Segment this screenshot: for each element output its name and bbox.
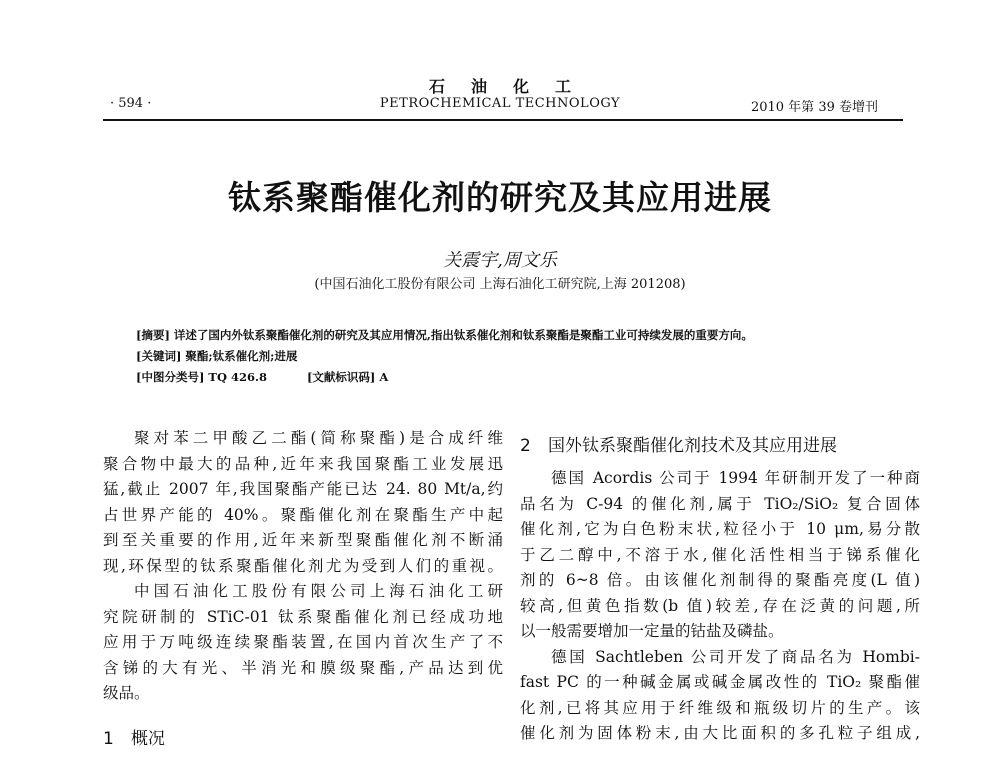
page-number: · 594 · bbox=[110, 96, 152, 111]
text-line: 催化剂为固体粉末,由大比面积的多孔粒子组成, bbox=[520, 724, 920, 742]
text-line: 以一般需要增加一定量的钴盐及磷盐。 bbox=[520, 622, 784, 640]
text-line: 猛,截止 2007 年,我国聚酯产能已达 24. 80 Mt/a,约 bbox=[103, 480, 503, 498]
article-affiliation: (中国石油化工股份有限公司 上海石油化工研究院,上海 201208) bbox=[314, 277, 686, 292]
text-line: 于乙二醇中,不溶于水,催化活性相当于锑系催化 bbox=[520, 545, 920, 564]
keywords: [关键词] 聚酯;钛系催化剂;进展 bbox=[136, 349, 298, 363]
article-title: 钛系聚酯催化剂的研究及其应用进展 bbox=[228, 178, 772, 217]
journal-name-english: PETROCHEMICAL TECHNOLOGY bbox=[379, 96, 621, 111]
section-title: 概况 bbox=[131, 728, 165, 749]
left-column bbox=[103, 426, 503, 759]
text-line: 聚对苯二甲酸乙二酯(简称聚酯)是合成纤维 bbox=[134, 429, 503, 447]
section-number: 2 bbox=[520, 436, 531, 456]
text-line: 含锑的大有光、半消光和膜级聚酯,产品达到优 bbox=[103, 658, 503, 677]
text-line: 催化剂,它为白色粉末状,粒径小于 10 μm,易分散 bbox=[520, 520, 920, 538]
text-line: 中国石油化工股份有限公司上海石油化工研 bbox=[134, 582, 503, 600]
intro-paragraph-2 bbox=[103, 579, 503, 707]
article-authors: 关震宇,周文乐 bbox=[443, 250, 557, 271]
text-line: 较高,但黄色指数(b 值)较差,存在泛黄的问题,所 bbox=[520, 596, 920, 615]
text-line: 聚合物中最大的品种,近年来我国聚酯工业发展迅 bbox=[103, 454, 503, 473]
document-code: [文献标识码] A bbox=[306, 370, 389, 384]
right-column bbox=[520, 426, 920, 747]
classification-line bbox=[136, 369, 388, 385]
section2-paragraph-2 bbox=[520, 645, 920, 747]
classification-number: [中图分类号] TQ 426.8 bbox=[136, 370, 267, 384]
section-heading-1 bbox=[103, 719, 503, 759]
issue-info: 2010 年第 39 卷增刊 bbox=[750, 100, 878, 115]
text-line: fast PC 的一种碱金属或碱金属改性的 TiO₂ 聚酯催 bbox=[520, 673, 920, 691]
text-line: 占世界产能的 40%。聚酯催化剂在聚酯生产中起 bbox=[103, 505, 503, 524]
section-title: 国外钛系聚酯催化剂技术及其应用进展 bbox=[548, 436, 837, 456]
header-rule bbox=[103, 119, 903, 121]
text-line: 到至关重要的作用,近年来新型聚酯催化剂不断涌 bbox=[103, 531, 503, 549]
text-line: 剂的 6~8 倍。由该催化剂制得的聚酯亮度(L 值) bbox=[520, 571, 920, 589]
text-line: 究院研制的 STiC-01 钛系聚酯催化剂已经成功地 bbox=[103, 607, 503, 626]
text-line: 应用于万吨级连续聚酯装置,在国内首次生产了不 bbox=[103, 633, 503, 651]
text-line: 现,环保型的钛系聚酯催化剂尤为受到人们的重视。 bbox=[103, 556, 503, 575]
text-line: 德国 Sachtleben 公司开发了商品名为 Hombi- bbox=[551, 647, 920, 666]
text-line: 化剂,已将其应用于纤维级和瓶级切片的生产。该 bbox=[520, 698, 920, 717]
text-line: 级品。 bbox=[103, 684, 150, 702]
intro-paragraph-1 bbox=[103, 426, 503, 579]
text-line: 品名为 C-94 的催化剂,属于 TiO₂/SiO₂ 复合固体 bbox=[520, 494, 920, 513]
abstract: [摘要] 详述了国内外钛系聚酯催化剂的研究及其应用情况,指出钛系催化剂和钛系聚酯是聚酯工业可持续发展的重要方向。 bbox=[136, 328, 753, 342]
section2-paragraph-1 bbox=[520, 466, 920, 645]
journal-name-chinese: 石油化工 bbox=[428, 77, 597, 96]
section-number: 1 bbox=[103, 728, 114, 749]
section-heading-2 bbox=[520, 426, 920, 466]
text-line: 德国 Acordis 公司于 1994 年研制开发了一种商 bbox=[551, 469, 920, 487]
